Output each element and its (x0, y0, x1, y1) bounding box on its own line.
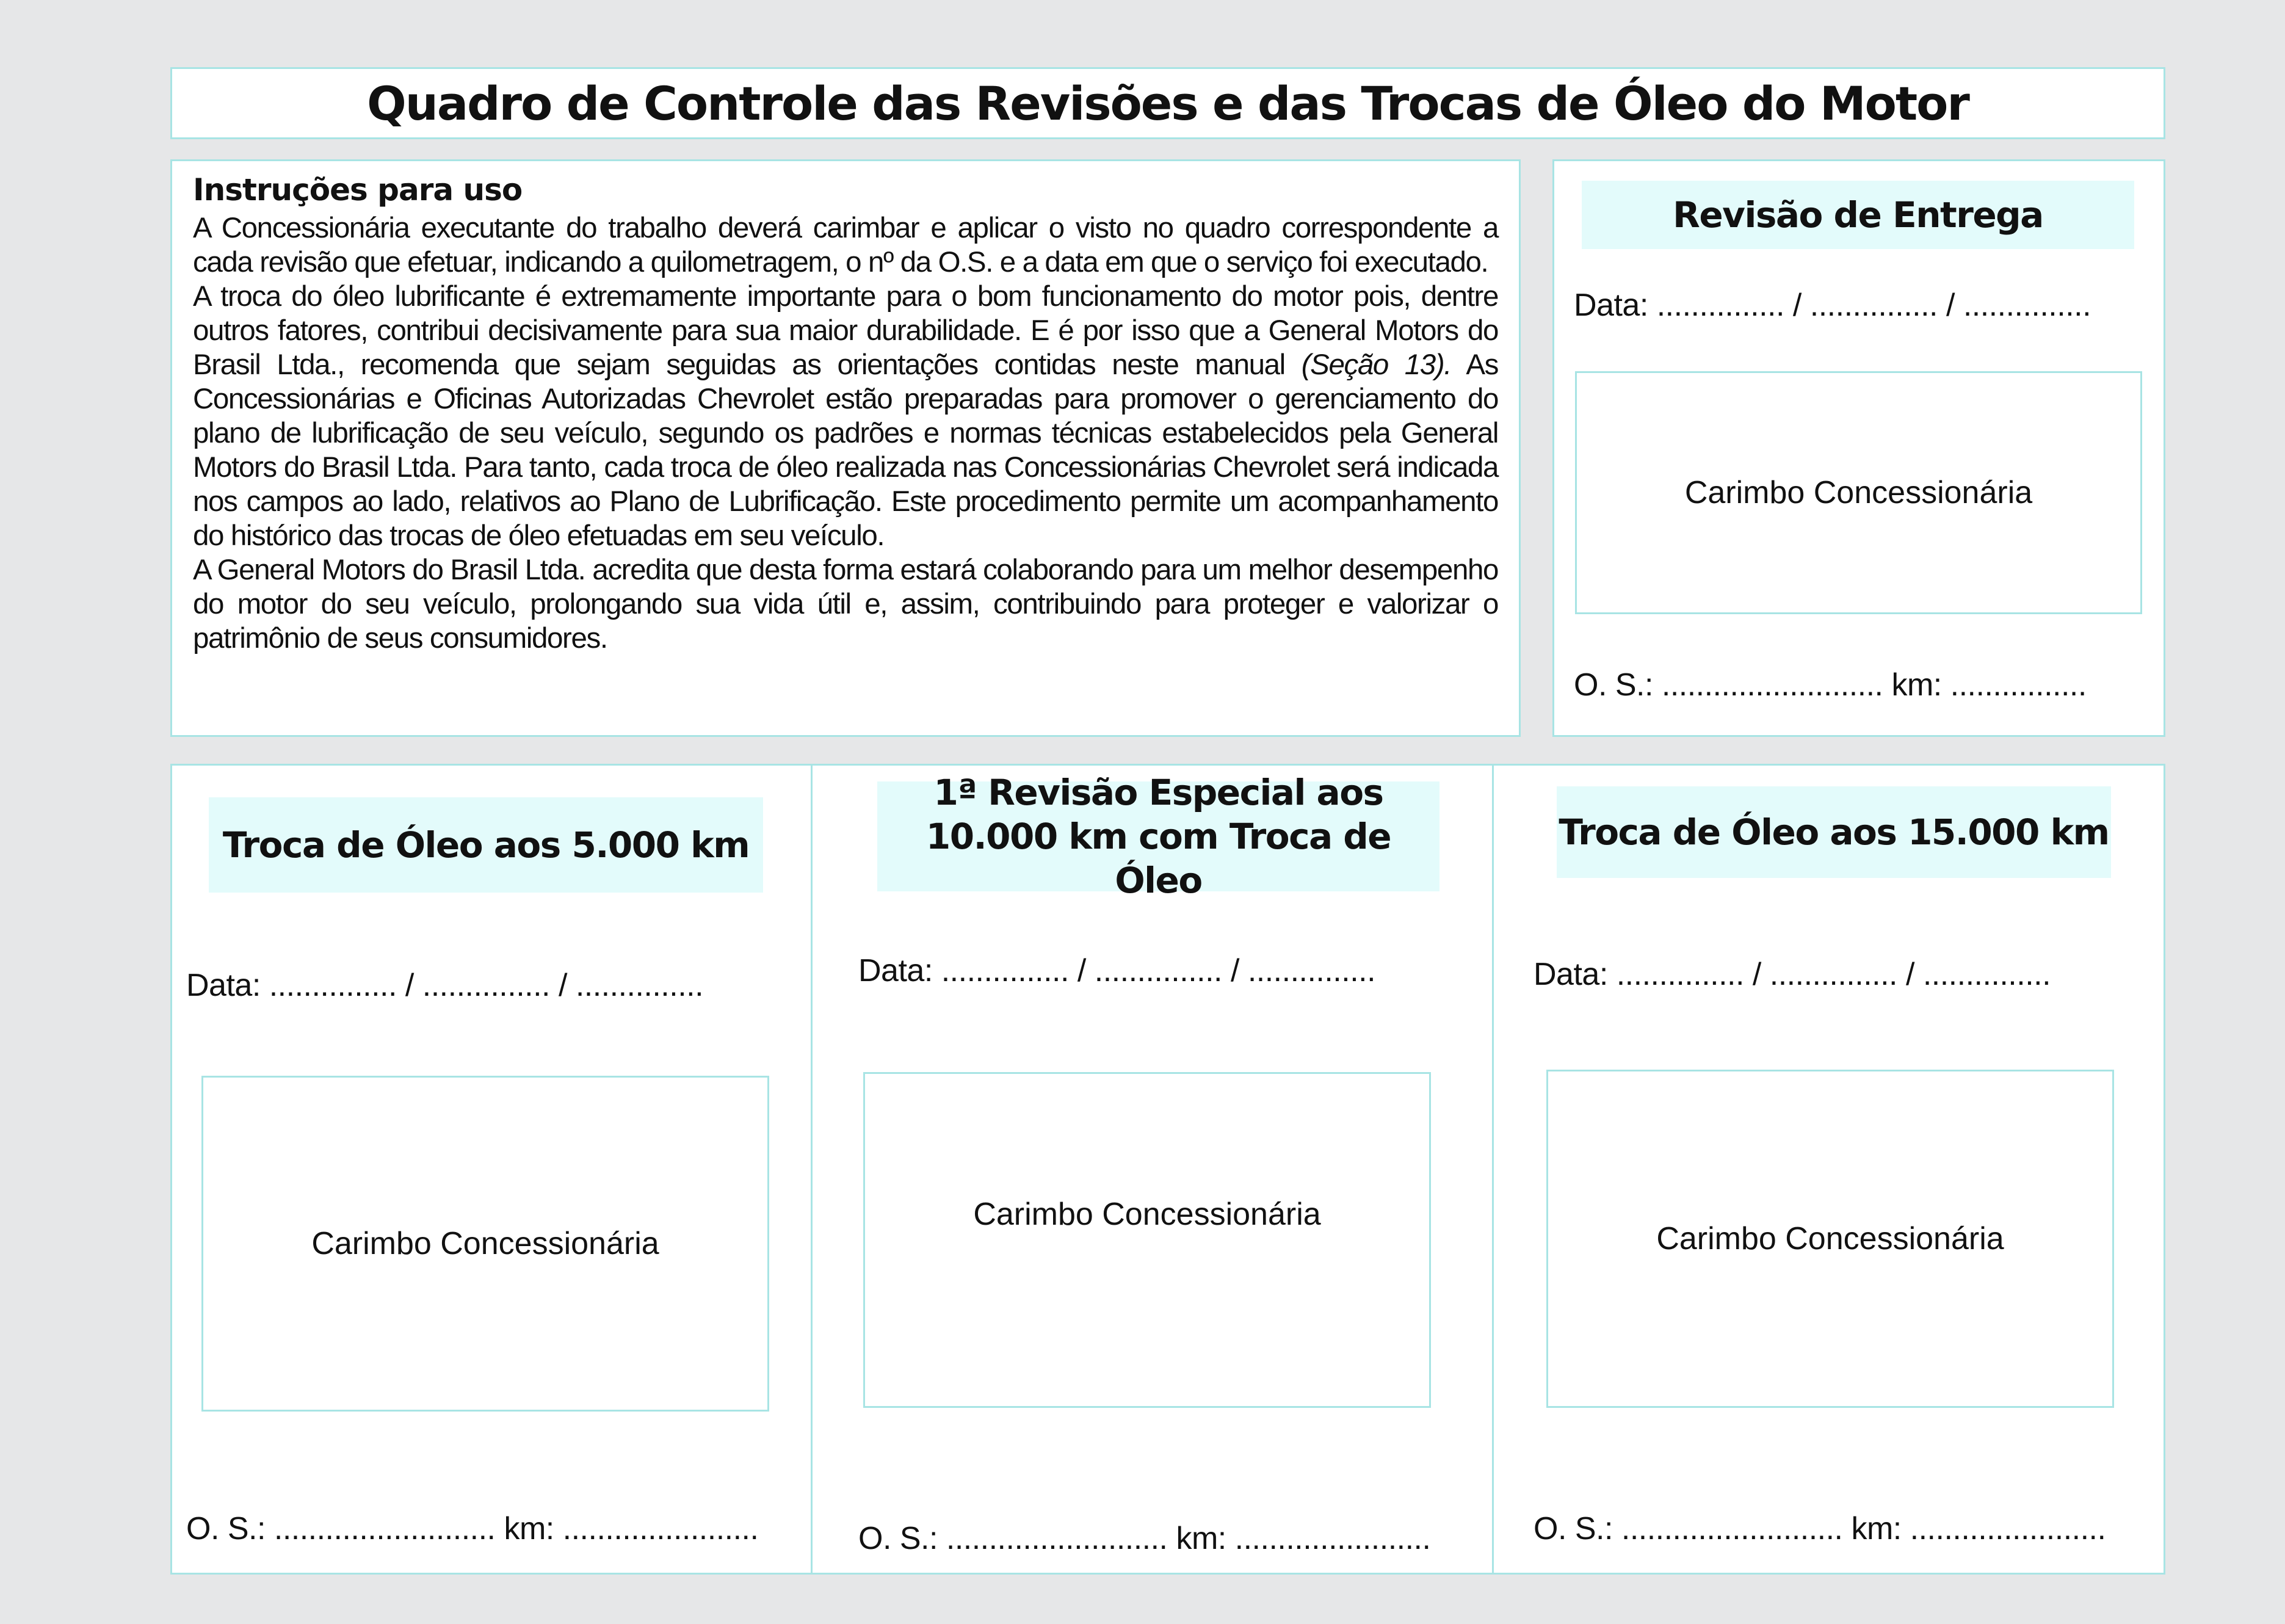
card-revisao-10000-title-line-2: 10.000 km com Troca de Óleo (925, 816, 1391, 901)
card-revisao-10000-title (877, 772, 1439, 901)
troca-15000-stamp-label: Carimbo Concessionária (1656, 1221, 2004, 1256)
revisao-10000-stamp-area[interactable] (863, 1072, 1431, 1408)
instructions-paragraph-2-end: As Concessionárias e Oficinas Autorizadas Chevrolet estão preparadas para promover o gerenciamento do plano de lubrificação de seu veículo, segundo os padrões e normas técnicas estabelecidos pela General Motors do Brasil Ltda. Para tanto, cada troca de óleo realizada nas Concessionárias Chevrolet será indicada nos campos ao lado, relativos ao Plano de Lubrificação. Este procedimento permite um acompanhamento do histórico das trocas de óleo efetuadas em seu veículo. (193, 349, 1498, 552)
revisao-10000-stamp-label: Carimbo Concessionária (973, 1197, 1321, 1232)
troca-15000-stamp-area[interactable] (1546, 1070, 2114, 1408)
entrega-os-km-field[interactable]: O. S.: .......................... km: ................ (1574, 667, 2087, 703)
troca-5000-stamp-area[interactable] (201, 1076, 769, 1412)
troca-15000-os-km-field[interactable]: O. S.: .......................... km: ....................... (1534, 1511, 2106, 1546)
card-revisao-10000-title-line-1: 1ª Revisão Especial aos (933, 772, 1383, 813)
page-title: Quadro de Controle das Revisões e das Trocas de Óleo do Motor (367, 76, 1969, 131)
instructions-paragraph-3: A General Motors do Brasil Ltda. acredita que desta forma estará colaborando para um melhor desempenho do motor do seu veículo, prolongando sua vida útil e, assim, contribuindo para proteger e valorizar o patrimônio de seus consumidores. (193, 554, 1498, 654)
manual-section-reference: (Seção 13). (1301, 349, 1452, 381)
title-bar (170, 67, 2165, 139)
instructions-paragraph-2 (193, 280, 1498, 553)
card-troca-5000-title: Troca de Óleo aos 5.000 km (209, 797, 763, 893)
instructions-paragraph-2-start: A troca do óleo lubrificante é extremamente importante para o bom funcionamento do motor pois, dentre outros fatores, contribui decisivamente para sua maior durabilidade. E é por isso que a General Motors do Brasil Ltda., recomenda que sejam seguidas as orientações contidas neste manual (193, 280, 1498, 381)
entrega-stamp-area[interactable] (1575, 371, 2142, 614)
card-troca-15000-title: Troca de Óleo aos 15.000 km (1557, 786, 2111, 878)
instructions-panel (170, 159, 1521, 737)
instructions-heading: Instruções para uso (193, 172, 523, 208)
revisao-10000-date-field[interactable]: Data: ............... / ............... / ............... (858, 953, 1376, 988)
instructions-paragraph-1: A Concessionária executante do trabalho deverá carimbar e aplicar o visto no quadro correspondente a cada revisão que efetuar, indicando a quilometragem, o nº da O.S. e a data em que o serviço foi executado. (193, 212, 1498, 278)
column-divider-2 (1492, 764, 1494, 1575)
card-revisao-entrega-title: Revisão de Entrega (1582, 181, 2134, 249)
entrega-date-field[interactable]: Data: ............... / ............... / ............... (1574, 288, 2091, 323)
troca-5000-os-km-field[interactable]: O. S.: .......................... km: ....................... (186, 1511, 759, 1546)
revisao-10000-os-km-field[interactable]: O. S.: .......................... km: ....................... (858, 1521, 1431, 1556)
troca-5000-date-field[interactable]: Data: ............... / ............... / ............... (186, 968, 704, 1003)
column-divider-1 (811, 764, 813, 1575)
troca-15000-date-field[interactable]: Data: ............... / ............... / ............... (1534, 957, 2051, 992)
entrega-stamp-label: Carimbo Concessionária (1684, 475, 2033, 510)
troca-5000-stamp-label: Carimbo Concessionária (311, 1226, 659, 1261)
